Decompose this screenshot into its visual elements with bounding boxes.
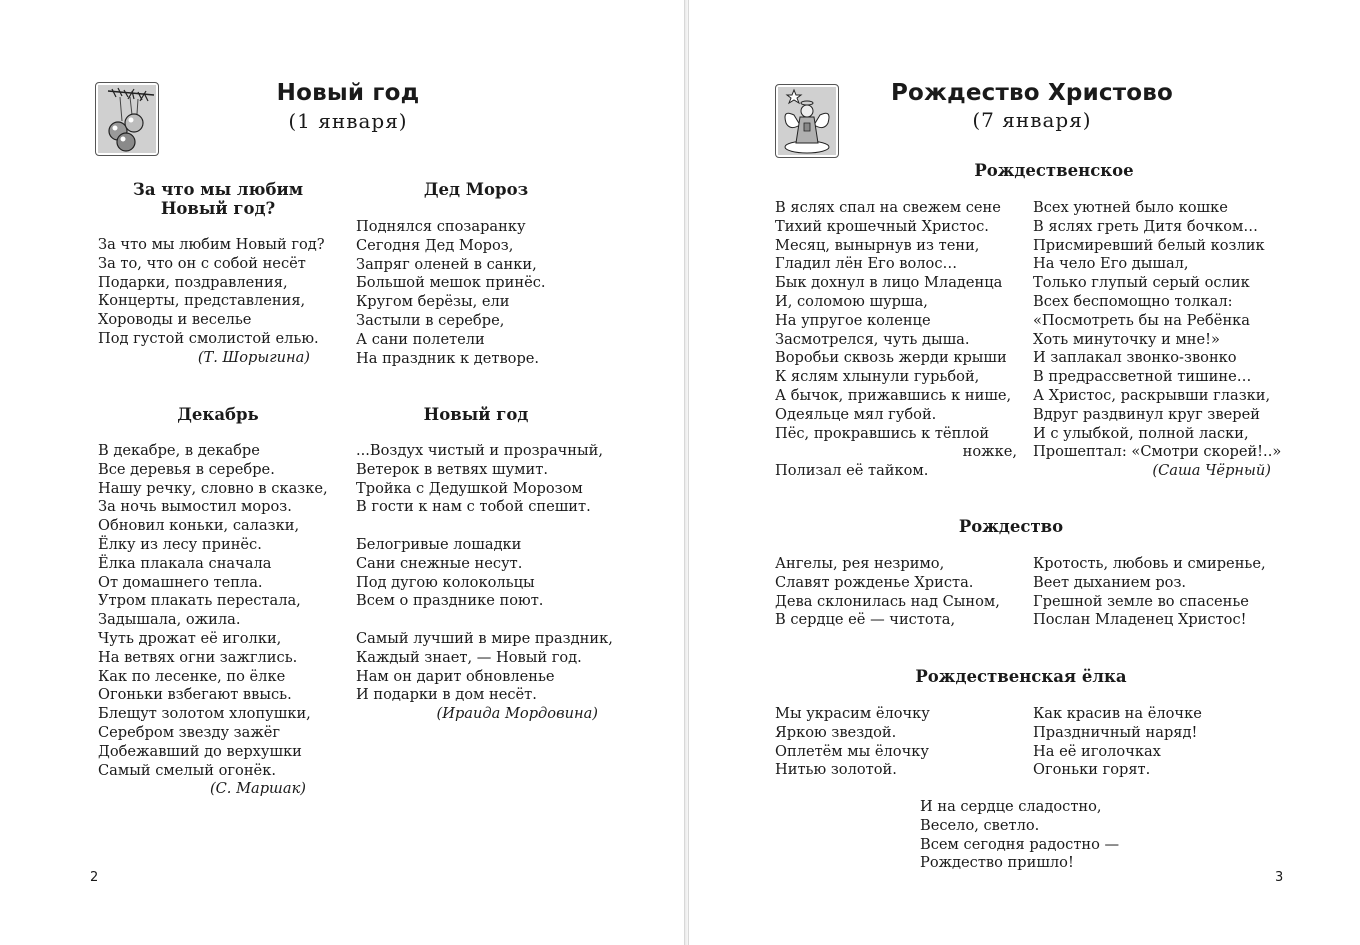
poem-line: Каждый знает, — Новый год. <box>356 648 582 666</box>
poem-line: Концерты, представления, <box>98 292 306 310</box>
poem-line: Гладил лён Его волос… <box>775 255 958 273</box>
poem-line: Ёлка плакала сначала <box>98 554 272 572</box>
stanza-gap <box>356 611 598 630</box>
poem-line: Хоть минуточку и мне!» <box>1033 330 1220 348</box>
poem-line: Самый лучший в мире праздник, <box>356 629 613 647</box>
poem-line: А сани полетели <box>356 330 485 348</box>
poem-rozhdestvo-col2 <box>1033 555 1273 630</box>
poem-line: Ветерок в ветвях шумит. <box>356 460 548 478</box>
poem-line: В гости к нам с тобой спешит. <box>356 498 591 516</box>
poem-line: Всем о празднике поют. <box>356 592 544 610</box>
poem-line: Послан Младенец Христос! <box>1033 611 1247 629</box>
poem-line: В сердце её — чистота, <box>775 611 956 629</box>
poem-line: Застыли в серебре, <box>356 311 505 329</box>
poem-line: К яслям хлынули гурьбой, <box>775 368 980 386</box>
poem-line: Нитью золотой. <box>775 761 897 779</box>
poem-line: Нам он дарит обновленье <box>356 667 555 685</box>
poem-rozhdestvenskoe-col2 <box>1033 199 1282 481</box>
poem-line: Под дугою колокольцы <box>356 573 535 591</box>
poem-line: Бык дохнул в лицо Младенца <box>775 274 1003 292</box>
poem-line: Ёлку из лесу принёс. <box>98 535 262 553</box>
poem-line: Славят рожденье Христа. <box>775 573 974 591</box>
poem-title-rozhdestvo: Рождество <box>958 517 1064 536</box>
poem-title-line: Новый год? <box>160 199 276 218</box>
page-number: 2 <box>90 870 99 885</box>
poem-line: Грешной земле во спасенье <box>1033 592 1249 610</box>
poem-line: Подарки, поздравления, <box>98 273 288 291</box>
poem-line: Пёс, прокравшись к тёплой <box>775 424 990 442</box>
poem-line: Веет дыханием роз. <box>1033 573 1187 591</box>
poem-why-we-love <box>98 236 325 368</box>
poem-yolka-final <box>920 798 1160 873</box>
poem-author: (Саша Чёрный) <box>1152 462 1271 480</box>
poem-line: В предрассветной тишине… <box>1033 368 1252 386</box>
poem-line: Добежавший до верхушки <box>98 742 302 760</box>
poem-line: Только глупый серый ослик <box>1033 274 1250 292</box>
poem-title-novy-god: Новый год <box>423 405 529 424</box>
poem-title-rozhdestvenskaya-yolka: Рождественская ёлка <box>915 667 1127 686</box>
poem-line: Все деревья в серебре. <box>98 460 275 478</box>
poem-line: Блещут золотом хлопушки, <box>98 705 311 723</box>
right-page <box>688 0 1360 945</box>
poem-line: В декабре, в декабре <box>98 442 260 459</box>
page-title: Рождество Христово <box>890 80 1174 106</box>
page-title: Новый год <box>276 80 420 106</box>
poem-line: Запряг оленей в санки, <box>356 255 537 273</box>
poem-author: (С. Маршак) <box>209 780 306 798</box>
poem-yolka-col1 <box>775 705 1015 780</box>
poem-title-dekabr: Декабрь <box>177 405 259 424</box>
poem-line: Оплетём мы ёлочку <box>775 742 929 760</box>
poem-title-why-we-love <box>98 180 338 218</box>
poem-line: И на сердце сладостно, <box>920 798 1102 815</box>
poem-line: Весело, светло. <box>920 816 1040 834</box>
poem-line: А Христос, раскрывши глазки, <box>1033 386 1271 404</box>
poem-line: Присмиревший белый козлик <box>1033 236 1265 254</box>
poem-line: Тихий крошечный Христос. <box>775 217 989 235</box>
poem-line: Праздничный наряд! <box>1033 723 1198 741</box>
poem-line: Прошептал: «Смотри скорей!..» <box>1033 443 1282 461</box>
poem-line: В яслях греть Дитя бочком… <box>1033 217 1258 235</box>
angel-icon <box>775 84 839 158</box>
page-subtitle: (1 января) <box>288 109 408 133</box>
poem-line: Самый смелый огонёк. <box>98 761 276 779</box>
poem-line: На праздник к детворе. <box>356 349 540 367</box>
poem-line: И, соломою шурша, <box>775 292 928 310</box>
poem-line: Дева склонилась над Сыном, <box>775 592 1000 610</box>
poem-line: И подарки в дом несёт. <box>356 686 537 704</box>
poem-line: Белогривые лошадки <box>356 535 522 553</box>
page-number: 3 <box>1275 870 1284 885</box>
poem-line: И с улыбкой, полной ласки, <box>1033 424 1249 442</box>
poem-line: Поднялся спозаранку <box>356 218 526 235</box>
christmas-ornaments-icon <box>95 82 159 156</box>
poem-line: Большой мешок принёс. <box>356 274 546 292</box>
poem-yolka-col2 <box>1033 705 1273 780</box>
poem-line: Нашу речку, словно в сказке, <box>98 479 328 497</box>
poem-line: За ночь вымостил мороз. <box>98 498 292 516</box>
poem-author: (Т. Шорыгина) <box>197 348 310 366</box>
poem-line: Месяц, вынырнув из тени, <box>775 236 980 254</box>
poem-line: Всем сегодня радостно — <box>920 835 1120 853</box>
poem-line-wrap: ножке, <box>962 443 1017 461</box>
page-subtitle: (7 января) <box>972 108 1092 132</box>
poem-line: Кротость, любовь и смиренье, <box>1033 555 1266 572</box>
poem-line: Задышала, ожила. <box>98 611 241 629</box>
stanza-gap <box>356 517 598 536</box>
poem-line: Как по лесенке, по ёлке <box>98 667 286 685</box>
poem-line: Сани снежные несут. <box>356 554 523 572</box>
poem-line: Полизал её тайком. <box>775 462 929 480</box>
poem-line: Серебром звезду зажёг <box>98 723 281 741</box>
poem-dekabr <box>98 442 328 799</box>
poem-line: Рождество пришло! <box>920 854 1074 872</box>
poem-line: Засмотрелся, чуть дыша. <box>775 330 970 348</box>
poem-line: Чуть дрожат её иголки, <box>98 629 282 647</box>
poem-line: Утром плакать перестала, <box>98 592 301 610</box>
poem-line: На чело Его дышал, <box>1033 255 1189 273</box>
poem-line: От домашнего тепла. <box>98 573 263 591</box>
poem-author: (Ираида Мордовина) <box>436 705 598 723</box>
poem-line: Огоньки горят. <box>1033 761 1151 779</box>
poem-rozhdestvenskoe-col1 <box>775 199 1017 481</box>
poem-line: И заплакал звонко-звонко <box>1033 349 1237 367</box>
poem-line: За то, что он с собой несёт <box>98 254 306 272</box>
poem-rozhdestvo-col1 <box>775 555 1015 630</box>
poem-line: Ангелы, рея незримо, <box>775 555 945 572</box>
poem-line: Всех беспомощно толкал: <box>1033 292 1233 310</box>
poem-line: А бычок, прижавшись к нише, <box>775 386 1012 404</box>
poem-line: Кругом берёзы, ели <box>356 293 510 311</box>
poem-line: На упругое коленце <box>775 311 931 329</box>
poem-line: Яркою звездой. <box>775 723 897 741</box>
poem-line: Воробьи сквозь жерди крыши <box>775 349 1007 367</box>
poem-line: Огоньки взбегают ввысь. <box>98 686 292 704</box>
poem-line: «Посмотреть бы на Ребёнка <box>1033 311 1250 329</box>
poem-line: ...Воздух чистый и прозрачный, <box>356 442 604 459</box>
poem-line: В яслях спал на свежем сене <box>775 199 1001 216</box>
poem-line: Под густой смолистой елью. <box>98 329 319 347</box>
poem-novy-god <box>356 442 613 724</box>
poem-line: Сегодня Дед Мороз, <box>356 236 514 254</box>
poem-line: Вдруг раздвинул круг зверей <box>1033 405 1260 423</box>
poem-line: Как красив на ёлочке <box>1033 705 1202 722</box>
poem-line: Обновил коньки, салазки, <box>98 517 300 535</box>
poem-line: Тройка с Дедушкой Морозом <box>356 479 583 497</box>
poem-line: Мы украсим ёлочку <box>775 705 930 722</box>
poem-line: На её иголочках <box>1033 742 1161 760</box>
poem-title-rozhdestvenskoe: Рождественское <box>974 161 1134 180</box>
poem-line: За что мы любим Новый год? <box>98 236 325 253</box>
poem-line: На ветвях огни зажглись. <box>98 648 298 666</box>
poem-line: Всех уютней было кошке <box>1033 199 1228 216</box>
poem-title-line: За что мы любим <box>132 180 304 199</box>
poem-title-ded-moroz: Дед Мороз <box>423 180 529 199</box>
poem-ded-moroz <box>356 218 596 368</box>
poem-line: Хороводы и веселье <box>98 311 252 329</box>
poem-line: Одеяльце мял губой. <box>775 405 937 423</box>
